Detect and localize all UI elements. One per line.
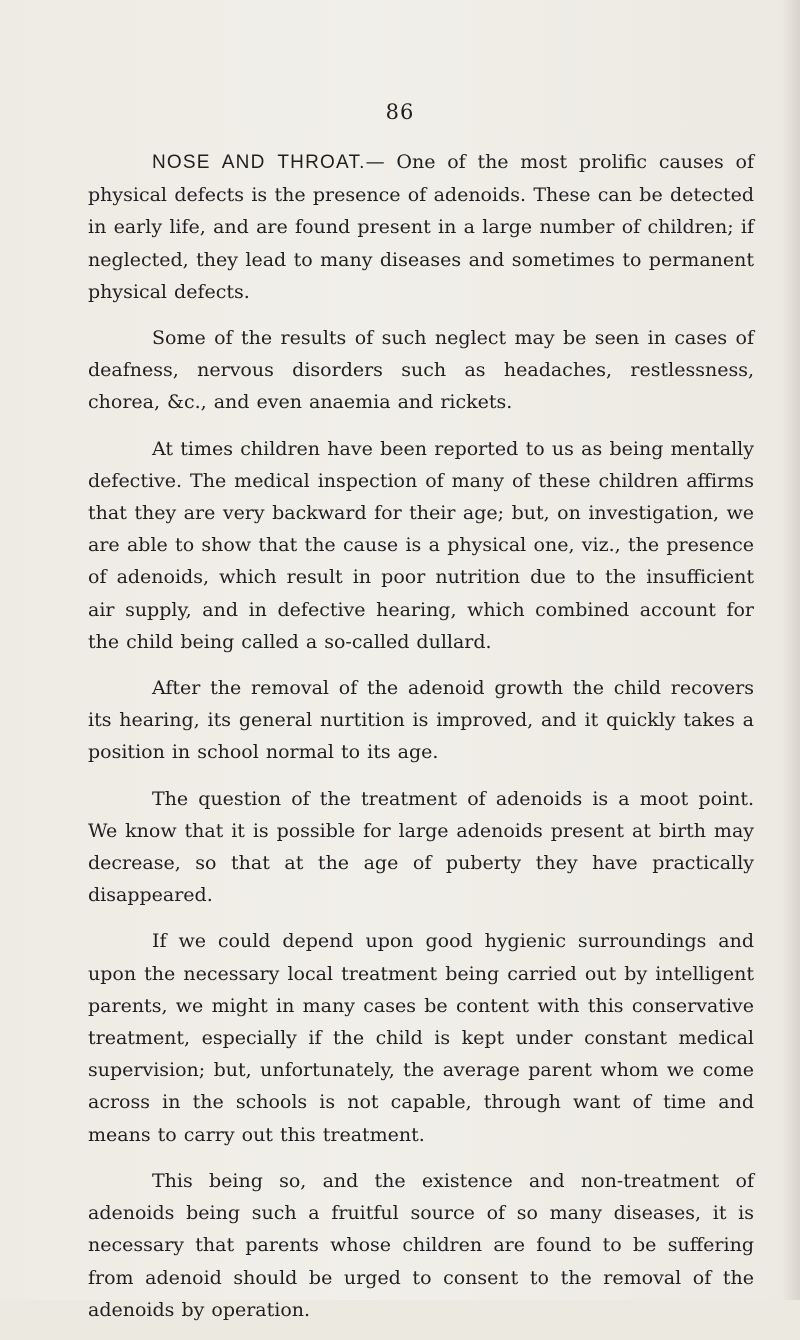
paragraph-after-removal: After the removal of the adenoid growth the child recovers its hearing, its general nurtition is improved, and it quickly takes a position in school normal to its age.: [88, 677, 754, 764]
page-number: 86: [385, 100, 415, 124]
paragraph-text: — One of the most prolific causes of physical defects is the presence of adenoids. These can be detected in early life, and are found present in a large number of children; if neglected, they lead to many diseases and sometimes to permanent physical defects.: [88, 151, 754, 303]
paragraph-hygienic-surroundings: If we could depend upon good hygienic surroundings and upon the necessary local treatment being carried out by intelligent parents, we might in many cases be content with this conservative treatment, especially if the child is kept under constant medical supervision; but, unfortunately, the average parent whom we come across in the schools is not capable, through want of time and means to carry out this treatment.: [88, 930, 754, 1146]
paragraph-mentally-defective: At times children have been reported to us as being mentally defective. The medical inspection of many of these children affirms that they are very backward for their age; but, on investigation, we are able to show that the cause is a physical one, viz., the presence of adenoids, which result in poor nutrition due to the insufficient air supply, and in defective hearing, which combined account for the child being called a so-called dullard.: [88, 437, 754, 653]
page-edge-shadow: [782, 0, 800, 1300]
body-text: [88, 146, 754, 1340]
section-heading: NOSE AND THROAT.: [152, 152, 366, 173]
paragraph-nose-and-throat: [88, 146, 754, 308]
paragraph-operation: This being so, and the existence and non-treatment of adenoids being such a fruitful source of so many diseases, it is necessary that parents whose children are found to be suffering from adenoid should be urged to consent to the removal of the adenoids by operation.: [88, 1169, 754, 1321]
paragraph-neglect-results: Some of the results of such neglect may be seen in cases of deafness, nervous disorders such as headaches, restlessness, chorea, &c., and even anaemia and rickets.: [88, 327, 754, 414]
paragraph-treatment-question: The question of the treatment of adenoids is a moot point. We know that it is possible for large adenoids present at birth may decrease, so that at the age of puberty they have practically disappeared.: [88, 787, 754, 907]
